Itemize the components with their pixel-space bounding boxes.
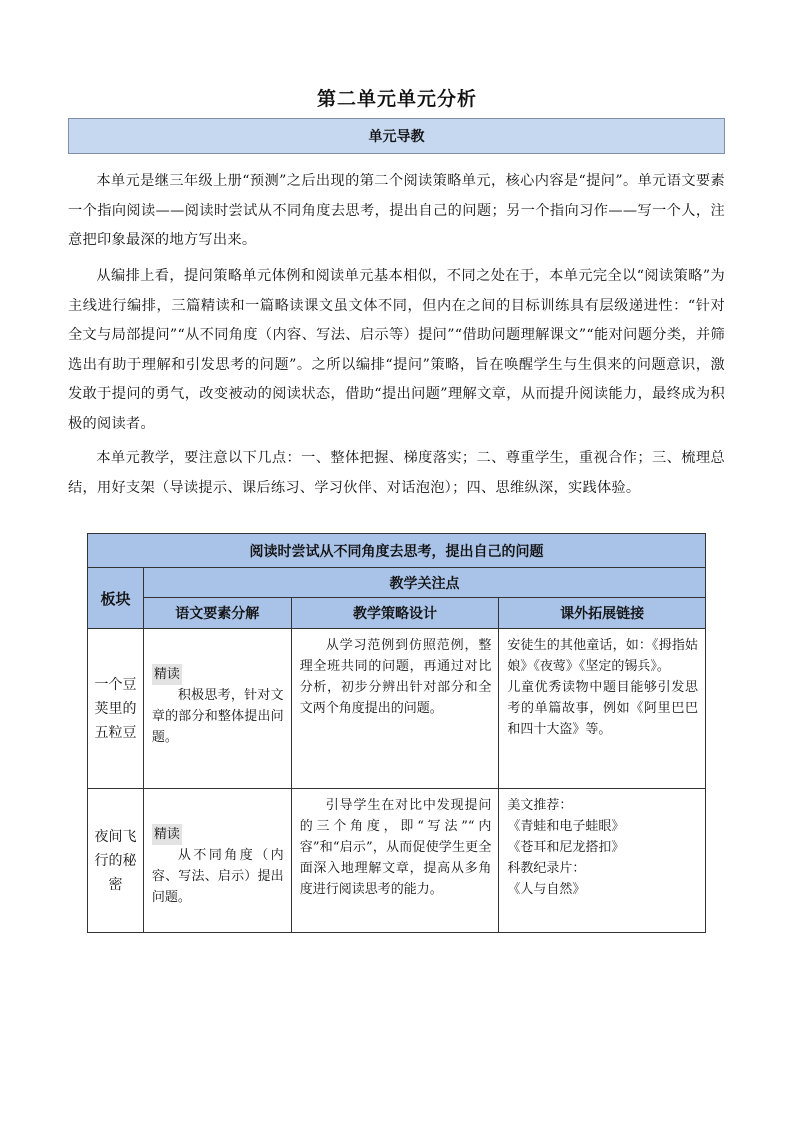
paragraph-1: 本单元是继三年级上册“预测”之后出现的第二个阅读策略单元，核心内容是“提问”。单元语文要素一个指向阅读——阅读时尝试从不同角度去思考，提出自己的问题；另一个指向习作——写一个人，注意把印象最深的地方写出来。: [68, 173, 725, 248]
paragraph-3: 本单元教学，要注意以下几点：一、整体把握、梯度落实；二、尊重学生，重视合作；三、梳理总结，用好支架（导读提示、课后练习、学习伙伴、对话泡泡）；四、思维纵深，实践体验。: [68, 450, 725, 496]
col-header-element: 语文要素分解: [143, 598, 291, 629]
table-row: [88, 629, 706, 789]
element-text: 从不同角度（内容、写法、启示）提出问题。: [151, 848, 284, 905]
strategy-text: 从学习范例到仿照范例，整理全班共同的问题，再通过对比分析，初步分辨出针对部分和全文两个角度提出的问题。: [299, 638, 492, 716]
col-header-strategy: 教学策略设计: [291, 598, 499, 629]
extension-text: 安徒生的其他童话，如：《拇指姑娘》《夜莺》《坚定的锡兵》。 儿童优秀读物中题目能够引发思考的单篇故事，例如《阿里巴巴和四十大盗》等。: [507, 638, 698, 737]
banner-label: 单元导教: [368, 129, 425, 145]
strategy-cell: [291, 789, 499, 933]
col-header-extension: 课外拓展链接: [499, 598, 706, 629]
element-text: 积极思考，针对文章的部分和整体提出问题。: [151, 688, 284, 745]
extension-cell: [499, 789, 706, 933]
extension-text: 美文推荐： 《青蛙和电子蛙眼》 《苍耳和尼龙搭扣》 科教纪录片： 《人与自然》: [507, 798, 625, 897]
lesson-type-tag: 精读: [152, 664, 182, 685]
page-title: 第二单元单元分析: [316, 88, 477, 110]
element-cell: [143, 629, 291, 789]
lesson-name: 一个豆荚里的五粒豆: [88, 629, 144, 789]
lesson-type-tag: 精读: [152, 824, 182, 845]
element-cell: [143, 789, 291, 933]
extension-cell: [499, 629, 706, 789]
teaching-focus-table: [87, 533, 706, 933]
section-banner: [68, 118, 725, 154]
paragraph-2: 从编排上看，提问策略单元体例和阅读单元基本相似，不同之处在于，本单元完全以“阅读策略”为主线进行编排，三篇精读和一篇略读课文虽文体不同，但内在之间的目标训练具有层级递进性：“针对全文与局部提问”“从不同角度（内容、写法、启示等）提问”“借助问题理解课文”“能对问题分类，并筛选出有助于理解和引发思考的问题”。之所以编排“提问”策略，旨在唤醒学生与生俱来的问题意识，激发敢于提问的勇气，改变被动的阅读状态，借助“提出问题”理解文章，从而提升阅读能力，最终成为积极的阅读者。: [68, 268, 725, 432]
lesson-name: 夜间飞行的秘密: [88, 789, 144, 933]
strategy-text: 引导学生在对比中发现提问的三个角度，即“写法”“内容”和“启示”，从而促使学生更全面深入地理解文章，提高从多角度进行阅读思考的能力。: [299, 798, 492, 897]
table-caption: 阅读时尝试从不同角度去思考，提出自己的问题: [88, 534, 706, 568]
group-header: 教学关注点: [143, 568, 705, 598]
strategy-cell: [291, 629, 499, 789]
side-header: 板块: [88, 568, 144, 629]
table-row: [88, 789, 706, 933]
